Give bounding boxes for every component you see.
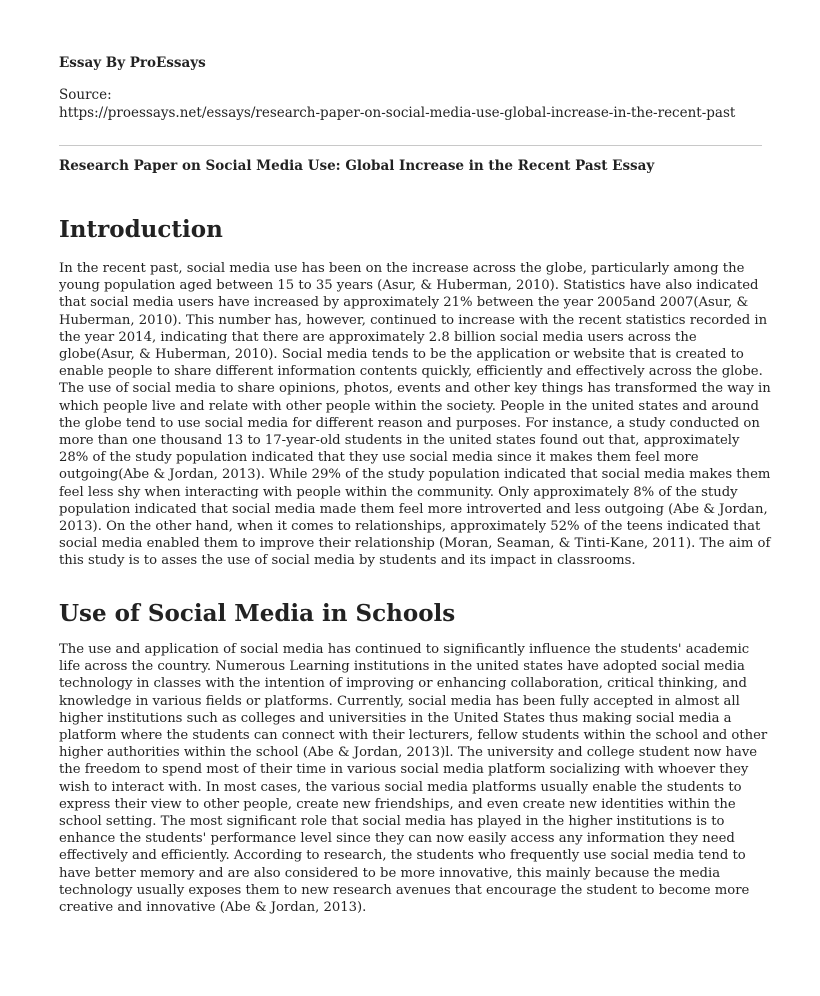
document-title: Research Paper on Social Media Use: Global Increase in the Recent Past Essay — [59, 158, 655, 174]
brand-name: Essay By ProEssays — [59, 55, 206, 71]
divider — [59, 145, 762, 146]
section-paragraph-social-media-in-schools: The use and application of social media has continued to significantly influence the students' academic life across the country. Numerous Learning institutions in the united states have adopted social media technology in classes with the intention of improving or enhancing collaboration, critical thinking, and knowledge in various fields or platforms. Currently, social media has been fully accepted in almost all higher institutions such as colleges and universities in the United States thus making social media a platform where the students can connect with their lecturers, fellow students within the school and other higher authorities within the school (Abe & Jordan, 2013)l. The university and college student now have the freedom to spend most of their time in various social media platform socializing with whoever they wish to interact with. In most cases, the various social media platforms usually enable the students to express their view to other people, create new friendships, and even create new identities within the school setting. The most significant role that social media has played in the higher institutions is to enhance the students' performance level since they can now easily access any information they need effectively and efficiently. According to research, the students who frequently use social media tend to have better memory and are also considered to be more innovative, this mainly because the media technology usually exposes them to new research avenues that encourage the student to become more creative and innovative (Abe & Jordan, 2013). — [59, 642, 768, 916]
section-heading-introduction: Introduction — [59, 216, 223, 243]
section-heading-social-media-in-schools: Use of Social Media in Schools — [59, 600, 456, 627]
section-paragraph-introduction: In the recent past, social media use has been on the increase across the globe, particularly among the young population aged between 15 to 35 years (Asur, & Huberman, 2010). Statistics have also indicated that social media users have increased by approximately 21% between the year 2005and 2007(Asur, & Huberman, 2010). This number has, however, continued to increase with the recent statistics recorded in the year 2014, indicating that there are approximately 2.8 billion social media users across the globe(Asur, & Huberman, 2010). Social media tends to be the application or website that is created to enable people to share different information contents quickly, efficiently and effectively across the globe. The use of social media to share opinions, photos, events and other key things has transformed the way in which people live and relate with other people within the society. People in the united states and around the globe tend to use social media for different reason and purposes. For instance, a study conducted on more than one thousand 13 to 17-year-old students in the united states found out that, approximately 28% of the study population indicated that they use social media since it makes them feel more outgoing(Abe & Jordan, 2013). While 29% of the study population indicated that social media makes them feel less shy when interacting with people within the community. Only approximately 8% of the study population indicated that social media made them feel more introverted and less outgoing (Abe & Jordan, 2013). On the other hand, when it comes to relationships, approximately 52% of the teens indicated that social media enabled them to improve their relationship (Moran, Seaman, & Tinti-Kane, 2011). The aim of this study is to asses the use of social media by students and its impact in classrooms. — [59, 261, 771, 569]
source-label: Source: — [59, 87, 112, 103]
source-url[interactable]: https://proessays.net/essays/research-paper-on-social-media-use-global-increase-in-the-recent-past — [59, 105, 736, 121]
